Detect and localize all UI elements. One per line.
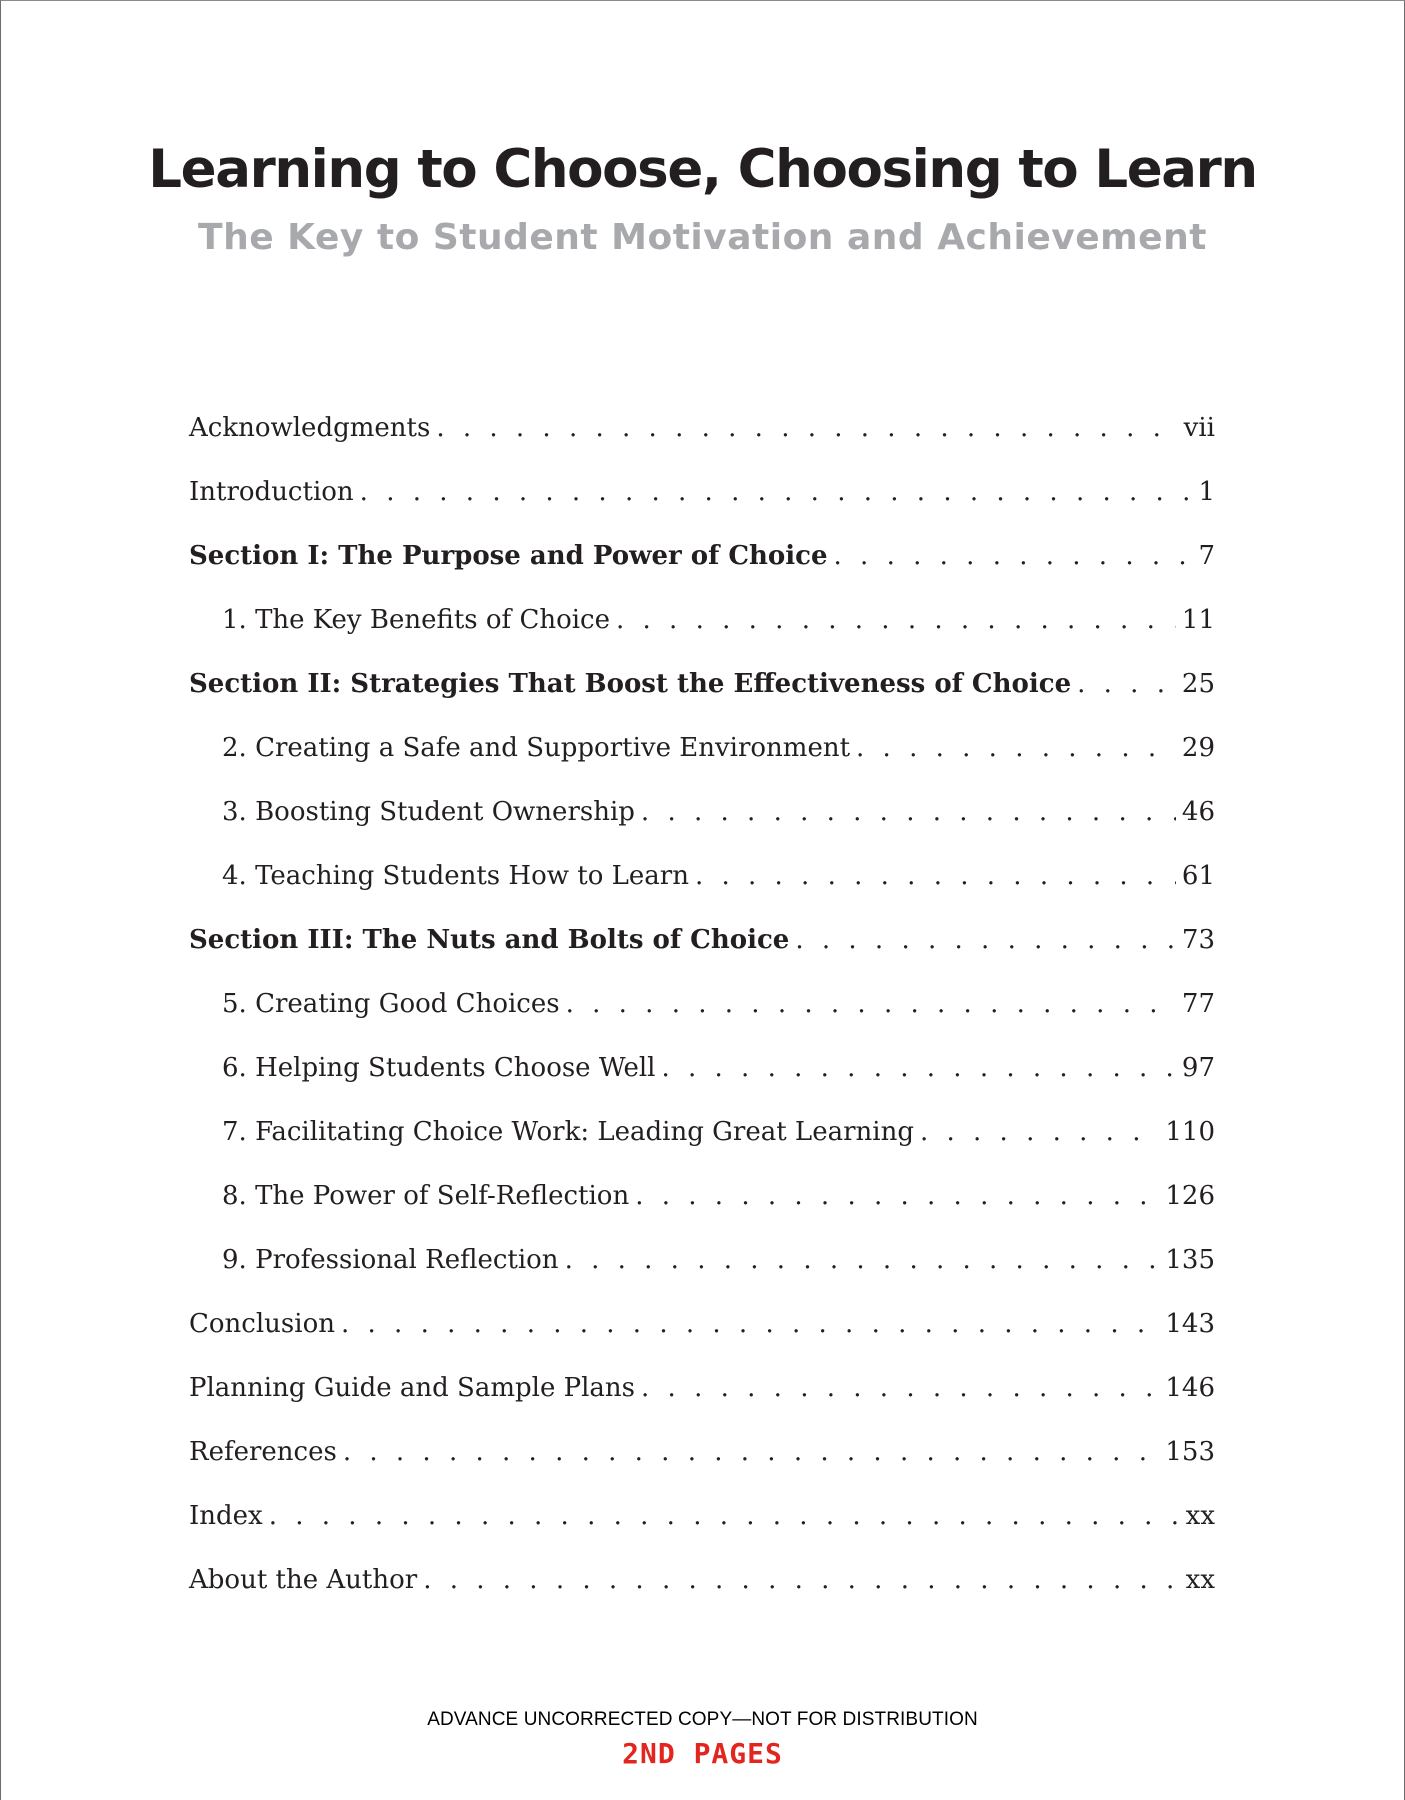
toc-section-1	[189, 541, 1215, 605]
toc-entry-label: 4. Teaching Students How to Learn	[222, 861, 689, 891]
toc-page-number: 146	[1165, 1373, 1215, 1403]
dot-leader	[436, 413, 1177, 443]
toc-chapter-4	[189, 861, 1215, 925]
dot-leader	[1077, 669, 1176, 699]
dot-leader	[616, 605, 1176, 635]
dot-leader	[341, 1309, 1159, 1339]
toc-entry-label: 3. Boosting Student Ownership	[222, 797, 635, 827]
toc-entry-conclusion	[189, 1309, 1215, 1373]
toc-page-number: 77	[1181, 989, 1215, 1019]
toc-section-3	[189, 925, 1215, 989]
toc-page-number: 143	[1165, 1309, 1215, 1339]
toc-entry-introduction	[189, 477, 1215, 541]
book-subtitle: The Key to Student Motivation and Achievement	[198, 217, 1207, 258]
dot-leader	[423, 1565, 1179, 1595]
toc-chapter-1	[189, 605, 1215, 669]
toc-page-number: 46	[1181, 797, 1215, 827]
book-title: Learning to Choose, Choosing to Learn	[148, 139, 1257, 200]
toc-entry-label: Introduction	[189, 477, 354, 507]
dot-leader	[695, 861, 1176, 891]
dot-leader	[269, 1501, 1180, 1531]
dot-leader	[856, 733, 1176, 763]
toc-entry-planning-guide	[189, 1373, 1215, 1437]
toc-chapter-8	[189, 1181, 1215, 1245]
toc-entry-label: 5. Creating Good Choices	[222, 989, 560, 1019]
toc-page-number: 7	[1198, 541, 1215, 571]
toc-page-number: 126	[1165, 1181, 1215, 1211]
toc-entry-label: 7. Facilitating Choice Work: Leading Great Learning	[222, 1117, 914, 1147]
toc-entry-label: Planning Guide and Sample Plans	[189, 1373, 636, 1403]
toc-page-number: 153	[1165, 1437, 1215, 1467]
dot-leader	[641, 1373, 1159, 1403]
dot-leader	[834, 541, 1193, 571]
toc-entry-label: Index	[189, 1501, 263, 1531]
proof-stamp: 2ND PAGES	[622, 1737, 783, 1770]
toc-page-number: 25	[1181, 669, 1215, 699]
toc-entry-label: References	[189, 1437, 337, 1467]
table-of-contents	[189, 413, 1215, 1629]
distribution-notice: ADVANCE UNCORRECTED COPY—NOT FOR DISTRIBUTION	[427, 1709, 978, 1730]
toc-entry-index	[189, 1501, 1215, 1565]
toc-page-number: 61	[1181, 861, 1215, 891]
toc-page-number: 29	[1181, 733, 1215, 763]
toc-entry-label: 8. The Power of Self-Reflection	[222, 1181, 630, 1211]
toc-page-number: 135	[1165, 1245, 1215, 1275]
dot-leader	[343, 1437, 1160, 1467]
dot-leader	[565, 1245, 1160, 1275]
toc-entry-references	[189, 1437, 1215, 1501]
toc-chapter-3	[189, 797, 1215, 861]
dot-leader	[661, 1053, 1175, 1083]
toc-page-number: 97	[1181, 1053, 1215, 1083]
toc-entry-label: Section II: Strategies That Boost the Effectiveness of Choice	[189, 669, 1072, 699]
dot-leader	[920, 1117, 1159, 1147]
toc-chapter-9	[189, 1245, 1215, 1309]
dot-leader	[641, 797, 1176, 827]
toc-page-number: xx	[1185, 1565, 1215, 1595]
toc-entry-acknowledgments	[189, 413, 1215, 477]
toc-chapter-5	[189, 989, 1215, 1053]
toc-entry-label: 6. Helping Students Choose Well	[222, 1053, 656, 1083]
dot-leader	[795, 925, 1176, 955]
toc-chapter-7	[189, 1117, 1215, 1181]
toc-chapter-6	[189, 1053, 1215, 1117]
toc-section-2	[189, 669, 1215, 733]
toc-chapter-2	[189, 733, 1215, 797]
toc-entry-label: Conclusion	[189, 1309, 335, 1339]
dot-leader	[566, 989, 1176, 1019]
toc-entry-label: 2. Creating a Safe and Supportive Environment	[222, 733, 851, 763]
toc-entry-label: Section III: The Nuts and Bolts of Choice	[189, 925, 790, 955]
toc-entry-label: Acknowledgments	[189, 413, 431, 443]
toc-entry-label: Section I: The Purpose and Power of Choice	[189, 541, 828, 571]
toc-page-number: 11	[1181, 605, 1215, 635]
toc-entry-label: About the Author	[189, 1565, 418, 1595]
toc-page-number: 1	[1198, 477, 1215, 507]
toc-page-number: 73	[1181, 925, 1215, 955]
dot-leader	[635, 1181, 1159, 1211]
toc-entry-label: 1. The Key Benefits of Choice	[222, 605, 610, 635]
toc-page-number: vii	[1183, 413, 1215, 443]
toc-page-number: xx	[1185, 1501, 1215, 1531]
toc-entry-about-the-author	[189, 1565, 1215, 1629]
toc-page-number: 110	[1165, 1117, 1215, 1147]
toc-entry-label: 9. Professional Reflection	[222, 1245, 559, 1275]
dot-leader	[360, 477, 1193, 507]
